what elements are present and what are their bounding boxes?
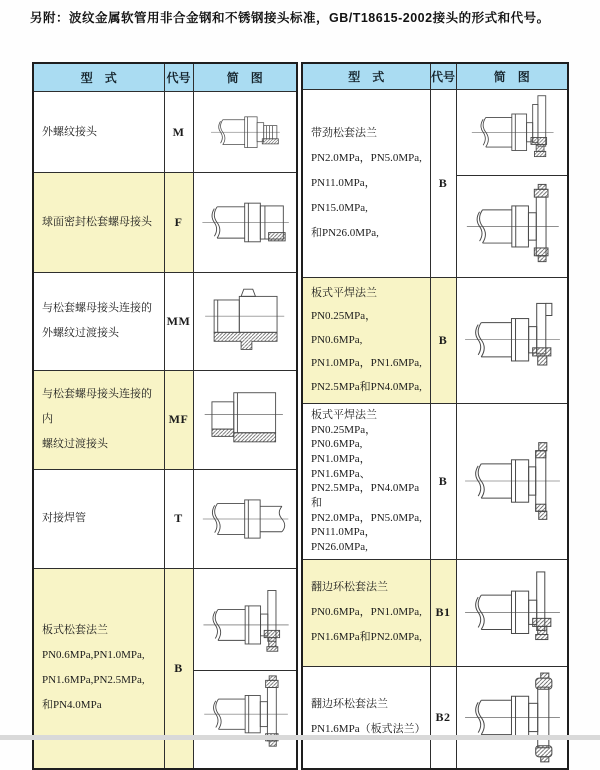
diagram-subcell: [194, 670, 297, 758]
loose-nut-fitting-diagram: [196, 182, 293, 263]
type-line: 与松套螺母接头连接的: [42, 302, 152, 315]
butt-weld-pipe-diagram: [196, 479, 293, 559]
diagram-cell: [193, 172, 297, 272]
table-row: [33, 172, 297, 272]
type-cell: [33, 272, 164, 370]
column-header-type: 型 式: [33, 63, 164, 92]
type-cell: [302, 277, 430, 404]
table-row: [33, 92, 297, 172]
column-header-type: 型 式: [302, 63, 430, 89]
code-cell: B1: [430, 559, 456, 666]
female-thread-adapter-diagram: [196, 380, 293, 460]
type-line: 和PN4.0MPa: [42, 699, 102, 712]
type-cell: [33, 370, 164, 469]
column-header-code: 代号: [430, 63, 456, 89]
code-cell: F: [164, 172, 193, 272]
type-line: 与松套螺母接头连接的内: [42, 388, 152, 426]
table-row: [302, 559, 568, 666]
type-line: PN2.5MPa，PN4.0MPa和: [311, 482, 420, 510]
table-row: [302, 277, 568, 404]
table-row: [33, 469, 297, 568]
column-header-diagram: 简 图: [193, 63, 297, 92]
plate-loose-flange-collar-diagram: [198, 675, 292, 753]
tables-container: [32, 62, 569, 770]
type-line: PN2.0MPa，PN5.0MPa,: [311, 151, 422, 164]
type-line: 对接焊管: [42, 512, 86, 525]
type-line: 球面密封松套螺母接头: [42, 215, 152, 228]
code-cell: MM: [164, 272, 193, 370]
type-line: 板式平焊法兰: [311, 286, 377, 299]
table-row: [302, 404, 568, 560]
table-row: [33, 272, 297, 370]
type-cell: [302, 404, 430, 560]
column-header-code: 代号: [164, 63, 193, 92]
code-cell: B2: [430, 666, 456, 769]
type-line: PN1.6MPa,PN2.5MPa,: [42, 674, 145, 687]
diagram-cell: [456, 404, 568, 560]
plate-weld-flange-sym-diagram: [459, 435, 564, 527]
type-line: 翻边环松套法兰: [311, 581, 388, 594]
type-line: PN1.6MPa和PN2.0MPa,: [311, 631, 422, 644]
diagram-cell: [456, 666, 568, 769]
type-line: PN1.0MPa，PN1.6MPa,: [311, 357, 422, 369]
diagram-cell: [193, 272, 297, 370]
diagram-subcell: [457, 175, 568, 277]
table-row: [33, 370, 297, 469]
type-line: 板式松套法兰: [42, 624, 108, 637]
plate-loose-flange-collar-diagram: [461, 181, 563, 272]
code-cell: B: [430, 404, 456, 560]
type-line: 翻边环松套法兰: [311, 698, 388, 711]
type-line: 带劲松套法兰: [311, 126, 377, 139]
fittings-table-left: [32, 62, 298, 770]
male-thread-fitting-diagram: [196, 100, 293, 164]
type-cell: [302, 89, 430, 277]
male-thread-adapter-diagram: [196, 282, 293, 361]
type-line: PN0.6MPa，PN1.0MPa,: [311, 606, 422, 619]
lapped-ring-flange-diagram: [459, 564, 564, 661]
type-line: 螺纹过渡接头: [42, 438, 108, 451]
diagram-cell: [193, 92, 297, 172]
code-cell: MF: [164, 370, 193, 469]
header-row: [33, 63, 297, 92]
header-row: [302, 63, 568, 89]
scan-edge-strip: [0, 735, 600, 740]
type-line: PN2.0MPa，PN5.0MPa,: [311, 511, 422, 524]
diagram-subcell: [194, 579, 297, 670]
code-cell: B: [164, 568, 193, 769]
diagram-cell: [456, 89, 568, 277]
type-cell: [302, 666, 430, 769]
table-row: [302, 666, 568, 769]
type-line: PN0.25MPa，PN0.6MPa,: [311, 423, 377, 451]
type-line: PN0.25MPa，PN0.6MPa,: [311, 310, 377, 346]
type-line: PN1.6MPa（板式法兰）: [311, 723, 426, 736]
type-line: PN1.0MPa，PN1.6MPa、: [311, 453, 371, 480]
code-cell: M: [164, 92, 193, 172]
code-cell: T: [164, 469, 193, 568]
type-line: 板式平焊法兰: [311, 409, 377, 421]
diagram-cell: [193, 370, 297, 469]
neck-loose-flange-tall-diagram: [461, 94, 563, 171]
column-header-diagram: 简 图: [456, 63, 568, 89]
type-cell: [302, 559, 430, 666]
code-cell: B: [430, 89, 456, 277]
diagram-subcell: [457, 90, 568, 175]
type-line: PN11.0MPa，PN15.0MPa,: [311, 176, 376, 214]
fittings-table-right: [301, 62, 569, 770]
diagram-cell: [456, 277, 568, 404]
intro-text: 另附：波纹金属软管用非合金钢和不锈钢接头标准，GB/T18615-2002接头的形式和代号。: [30, 11, 550, 25]
type-line: 外螺纹接头: [42, 125, 97, 138]
type-cell: [33, 172, 164, 272]
diagram-cell: [456, 559, 568, 666]
plate-weld-flange-up-diagram: [459, 291, 564, 389]
type-cell: [33, 469, 164, 568]
type-line: PN11.0MPa，PN26.0MPa,: [311, 526, 376, 554]
type-line: 外螺纹过渡接头: [42, 327, 119, 340]
type-line: 和PN26.0MPa,: [311, 226, 379, 239]
lapped-ring-plate-flange-diagram: [459, 671, 564, 764]
code-cell: B: [430, 277, 456, 404]
diagram-cell: [193, 469, 297, 568]
plate-loose-flange-bolt-down-diagram: [198, 584, 292, 666]
type-line: PN2.5MPa和PN4.0MPa,: [311, 380, 422, 393]
type-cell: [33, 92, 164, 172]
table-row: [302, 89, 568, 277]
type-line: PN0.6MPa,PN1.0MPa,: [42, 649, 145, 662]
